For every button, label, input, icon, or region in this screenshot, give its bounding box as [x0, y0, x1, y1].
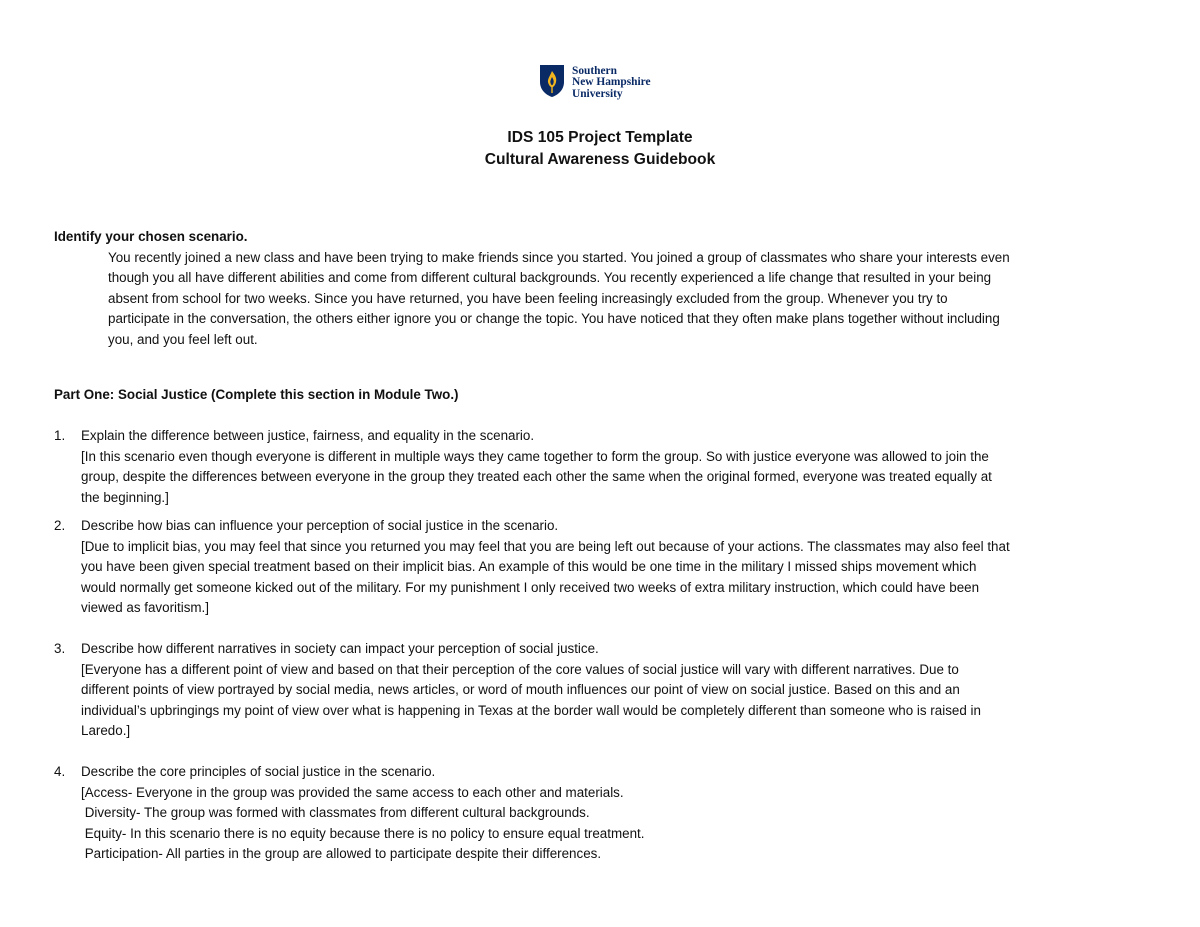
- title-line-1: IDS 105 Project Template: [507, 129, 693, 146]
- scenario-line: participate in the conversation, the others either ignore you or change the topic. You have noticed that they often make plans together without including: [108, 311, 1000, 326]
- answer-line: Equity- In this scenario there is no equity because there is no policy to ensure equal treatment.: [81, 825, 645, 841]
- logo-line-1: Southern: [572, 65, 617, 77]
- question-text: Describe the core principles of social justice in the scenario.: [81, 764, 436, 779]
- scenario-heading: Identify your chosen scenario.: [54, 229, 248, 244]
- scenario-line: though you all have different abilities and come from different cultural backgrounds. You recently experienced a life change that resulted in your being: [108, 270, 992, 285]
- university-name: [572, 64, 651, 100]
- scenario-line: you, and you feel left out.: [108, 331, 258, 347]
- answer-line: [In this scenario even though everyone is different in multiple ways they came together to form the group. So with justice everyone was allowed to join the: [81, 448, 989, 464]
- answer-line: the beginning.]: [81, 489, 169, 505]
- question-text: Describe how bias can influence your perception of social justice in the scenario.: [81, 518, 559, 533]
- logo-line-2: New Hampshire: [572, 76, 651, 89]
- answer-line: [Everyone has a different point of view and based on that their perception of the core values of social justice will vary with different narratives. Due to: [81, 661, 959, 677]
- question-text: Describe how different narratives in society can impact your perception of social justice.: [81, 641, 599, 656]
- answer-line: group, despite the differences between everyone in the group they treated each other the same when the original formed, everyone was treated equally at: [81, 469, 992, 484]
- question-item: [54, 639, 1154, 742]
- scenario-section: [54, 227, 1154, 350]
- answer-line: individual’s upbringings my point of view over what is happening in Texas at the border wall would be completely different than someone who is raised in: [81, 702, 981, 718]
- question-item: [54, 426, 1154, 508]
- logo-line-3: University: [572, 87, 623, 100]
- scenario-line: absent from school for two weeks. Since you have returned, you have been feeling increasingly excluded from the group. Whenever you try to: [108, 290, 948, 306]
- answer-line: different points of view portrayed by social media, news articles, or word of mouth influences our point of view on social justice. Based on this and an: [81, 682, 960, 697]
- question-text: Explain the difference between justice, fairness, and equality in the scenario.: [81, 428, 535, 443]
- flame-shield-icon: [539, 64, 565, 98]
- answer-line: you have been given special treatment based on their implicit bias. An example of this would be one time in the military I missed ships movement which: [81, 559, 977, 574]
- title-line-2: Cultural Awareness Guidebook: [484, 151, 716, 168]
- question-item: [54, 516, 1154, 619]
- answer-line: Participation- All parties in the group are allowed to participate despite their differences.: [81, 846, 602, 861]
- page-title: [0, 127, 1200, 171]
- answer-line: Diversity- The group was formed with classmates from different cultural backgrounds.: [81, 805, 590, 820]
- answer-line: viewed as favoritism.]: [81, 600, 209, 615]
- scenario-line: You recently joined a new class and have been trying to make friends since you started. You joined a group of classmates who share your interests even: [108, 249, 1010, 265]
- item-number: 2.: [54, 518, 66, 533]
- answer-line: would normally get someone kicked out of the military. For my punishment I only received two weeks of extra military instruction, which could have been: [81, 579, 980, 595]
- item-number: 1.: [54, 428, 66, 443]
- item-number: 3.: [54, 641, 66, 656]
- answer-line: [Due to implicit bias, you may feel that since you returned you may feel that you are being left out because of your actions. The classmates may also feel that: [81, 538, 1010, 554]
- question-item: [54, 762, 1154, 865]
- part-one-heading: Part One: Social Justice (Complete this section in Module Two.): [54, 387, 459, 402]
- answer-line: Laredo.]: [81, 723, 131, 738]
- item-number: 4.: [54, 764, 66, 779]
- university-logo: [539, 64, 651, 100]
- answer-line: [Access- Everyone in the group was provided the same access to each other and materials.: [81, 784, 624, 800]
- scenario-text: [54, 248, 1154, 351]
